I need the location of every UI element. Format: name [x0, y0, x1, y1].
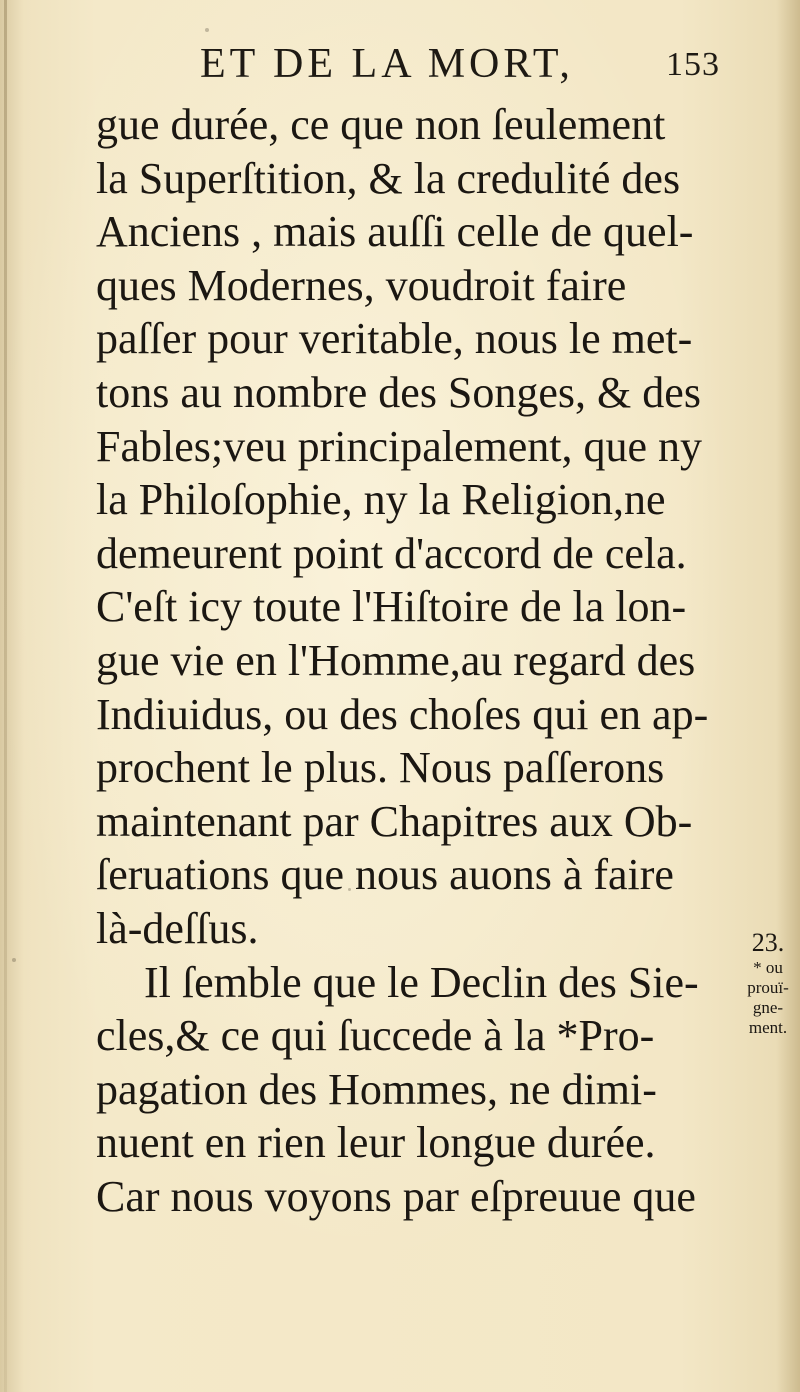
text-line: Anciens , mais auſſi celle de quel- — [96, 207, 694, 257]
text-line: pagation des Hommes, ne dimi- — [96, 1064, 657, 1114]
text-line: gue vie en l'Homme,au regard des — [96, 635, 696, 685]
margin-note-line: prouï- — [747, 978, 789, 997]
text-line: paſſer pour veritable, nous le met- — [96, 314, 693, 364]
text-line: nuent en rien leur longue durée. — [96, 1118, 656, 1168]
text-line: la Philoſophie, ny la Religion,ne — [96, 475, 666, 525]
text-line: maintenant par Chapitres aux Ob- — [96, 796, 693, 846]
text-line: gue durée, ce que non ſeulement — [96, 100, 666, 149]
text-line: là-deſſus. — [96, 903, 259, 953]
text-line: tons au nombre des Songes, & des — [96, 367, 701, 417]
page-gutter — [4, 0, 7, 1392]
text-line: C'eſt icy toute l'Hiſtoire de la lon- — [96, 582, 687, 632]
text-line: la Superſtition, & la credulité des — [96, 153, 681, 203]
margin-note-line: ment. — [748, 1018, 788, 1037]
text-line: Car nous voyons par eſpreuue que — [96, 1171, 696, 1221]
running-head: ET DE LA MORT, — [200, 41, 574, 87]
text-line: Il ſemble que le Declin des Sie- — [144, 957, 699, 1007]
margin-note-line: gne- — [752, 998, 784, 1017]
text-line: Fables;veu principalement, que ny — [96, 421, 703, 471]
margin-note — [738, 928, 798, 1038]
margin-note-line: * ou — [753, 958, 783, 977]
text-line: ſeruations que nous auons à faire — [96, 850, 674, 900]
section-number: 23. — [751, 928, 785, 957]
page-header — [200, 40, 720, 96]
ink-speck — [348, 888, 351, 891]
text-line: prochent le plus. Nous paſſerons — [96, 743, 665, 793]
text-line: Indiuidus, ou des choſes qui en ap- — [96, 689, 709, 739]
ink-speck — [12, 958, 16, 962]
body-text — [96, 98, 716, 1223]
ink-speck — [205, 28, 209, 32]
text-line: ques Modernes, voudroit faire — [96, 260, 627, 310]
text-line: demeurent point d'accord de cela. — [96, 528, 687, 578]
text-line: cles,& ce qui ſuccede à la *Pro- — [96, 1011, 655, 1061]
page-number: 153 — [666, 46, 720, 83]
